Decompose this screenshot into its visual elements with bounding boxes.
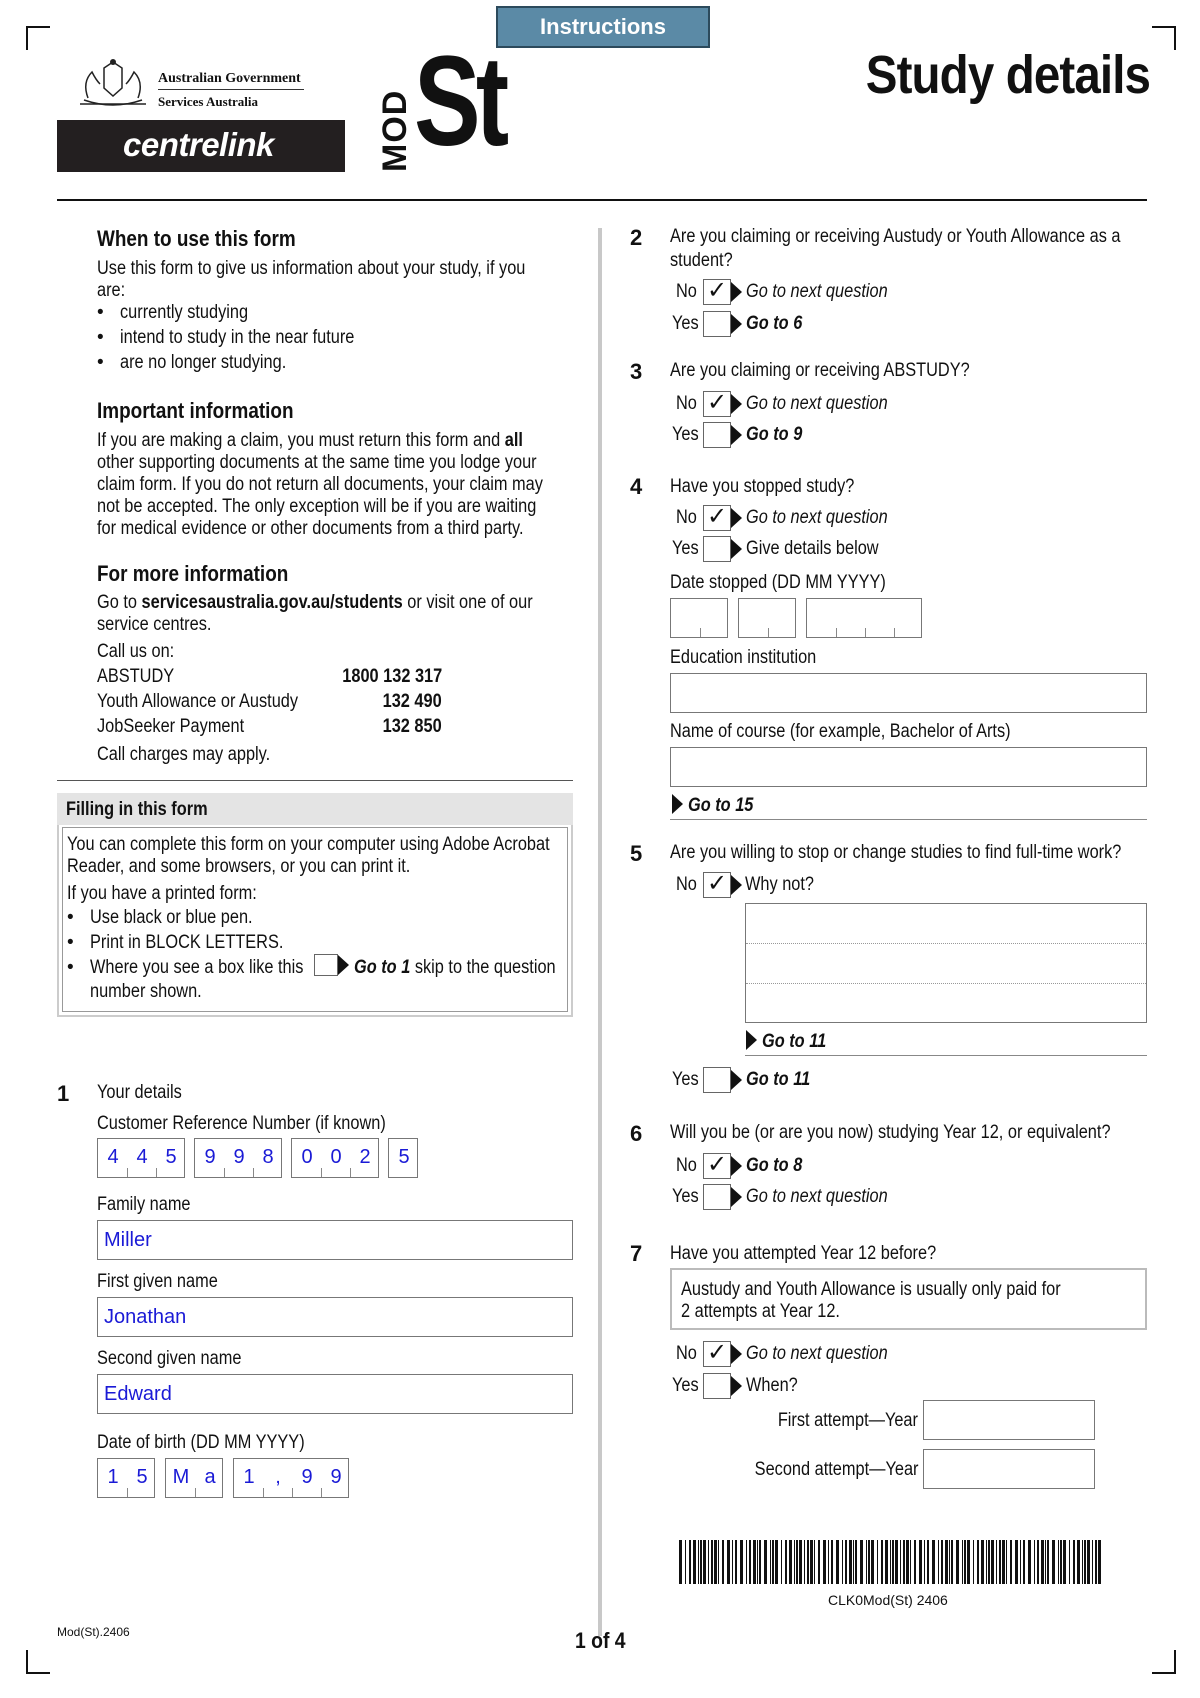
institution-label: Education institution: [670, 647, 817, 668]
q3-no-label: No: [676, 393, 697, 414]
dob-day-input[interactable]: 1 5: [97, 1458, 155, 1498]
barcode-bar: [866, 1540, 867, 1584]
gov-divider: [158, 89, 304, 90]
phone-number-abstudy: 1800 132 317: [342, 666, 442, 687]
important-line-2: other supporting documents at the same time you lodge your: [97, 452, 537, 473]
q6-no-checkbox[interactable]: ✓: [703, 1153, 731, 1179]
instructions-button[interactable]: Instructions: [496, 6, 710, 48]
course-label: Name of course (for example, Bachelor of Arts): [670, 721, 1011, 742]
q5-goto-rule: [745, 1055, 1147, 1056]
barcode-bar: [759, 1540, 761, 1584]
barcode-bar: [845, 1540, 847, 1584]
course-input[interactable]: [670, 747, 1147, 787]
barcode-bar: [964, 1540, 966, 1584]
barcode-bar: [1052, 1540, 1055, 1584]
second-attempt-label: Second attempt—Year: [754, 1459, 918, 1480]
barcode-bar: [775, 1540, 778, 1584]
q4-yes-goto: Give details below: [746, 538, 879, 559]
barcode-bar: [703, 1540, 706, 1584]
barcode-bar: [770, 1540, 771, 1584]
barcode-bar: [1020, 1540, 1021, 1584]
page-number: 1 of 4: [575, 1628, 626, 1653]
barcode-bar: [1047, 1540, 1049, 1584]
q5-yes-checkbox[interactable]: [703, 1067, 731, 1093]
q7-text: Have you attempted Year 12 before?: [670, 1243, 937, 1264]
first-attempt-label: First attempt—Year: [777, 1410, 918, 1431]
when-item-3: are no longer studying.: [120, 352, 287, 373]
barcode-bar: [906, 1540, 909, 1584]
barcode-bar: [807, 1540, 809, 1584]
barcode-bar: [700, 1540, 702, 1584]
q5-yes-goto: Go to 11: [746, 1069, 811, 1090]
page-title: Study details: [865, 45, 1150, 105]
coat-of-arms-icon: [74, 58, 152, 110]
filling-line-3: If you have a printed form:: [67, 883, 257, 904]
important-line-3: claim form. If you do not return all documents, your claim may: [97, 474, 543, 495]
barcode-bar: [1006, 1540, 1007, 1584]
barcode-bar: [698, 1540, 699, 1584]
institution-input[interactable]: [670, 673, 1147, 713]
goto-arrow-icon: [731, 1187, 742, 1207]
filling-heading: Filling in this form: [66, 799, 208, 820]
barcode-bar: [685, 1540, 686, 1584]
dob-label: Date of birth (DD MM YYYY): [97, 1432, 305, 1453]
barcode-bar: [991, 1540, 994, 1584]
crn-input-group-4[interactable]: 5: [388, 1138, 418, 1178]
bullet: •: [67, 907, 74, 928]
filling-line-1: You can complete this form on your computer using Adobe Acrobat: [67, 834, 550, 855]
q5-yes-label: Yes: [672, 1069, 699, 1090]
crn-input-group-1[interactable]: 4 4 5: [97, 1138, 185, 1178]
date-stopped-label: Date stopped (DD MM YYYY): [670, 572, 886, 593]
barcode-bar: [804, 1540, 805, 1584]
barcode-bar: [757, 1540, 758, 1584]
goto-arrow-icon: [731, 1376, 742, 1396]
barcode-bar: [986, 1540, 987, 1584]
barcode-bar: [749, 1540, 751, 1584]
q7-note-line-2: 2 attempts at Year 12.: [681, 1301, 840, 1322]
goto-arrow-icon: [731, 282, 742, 302]
crop-mark-top-right: [1152, 26, 1176, 50]
bullet: •: [97, 302, 104, 323]
goto-arrow-icon: [731, 1156, 742, 1176]
q3-yes-label: Yes: [672, 424, 699, 445]
barcode-bar: [799, 1540, 802, 1584]
q6-yes-goto: Go to next question: [746, 1186, 888, 1207]
barcode: [679, 1540, 1101, 1584]
question-number-7: 7: [630, 1241, 643, 1266]
centrelink-brand-text: centrelink: [123, 126, 274, 163]
barcode-bar: [740, 1540, 743, 1584]
crn-input-group-2[interactable]: 9 9 8: [194, 1138, 282, 1178]
second-given-name-input[interactable]: Edward: [97, 1374, 573, 1414]
barcode-bar: [722, 1540, 724, 1584]
barcode-bar: [746, 1540, 747, 1584]
q2-yes-checkbox[interactable]: [703, 311, 731, 337]
question-number-1: 1: [57, 1081, 70, 1106]
barcode-bar: [781, 1540, 782, 1584]
goto-arrow-icon: [731, 394, 742, 414]
barcode-bar: [1060, 1540, 1062, 1584]
barcode-bar: [890, 1540, 891, 1584]
important-line-5: for medical evidence or other documents from a third party.: [97, 518, 524, 539]
q3-no-checkbox[interactable]: ✓: [703, 391, 731, 417]
why-not-textarea[interactable]: [745, 903, 1147, 1023]
barcode-bar: [1041, 1540, 1044, 1584]
barcode-bar: [910, 1540, 911, 1584]
when-text-2: are:: [97, 280, 126, 301]
barcode-bar: [967, 1540, 970, 1584]
q3-text: Are you claiming or receiving ABSTUDY?: [670, 360, 970, 381]
mod-code: St: [414, 30, 505, 173]
q4-text: Have you stopped study?: [670, 476, 855, 497]
more-info-heading: For more information: [97, 561, 289, 586]
barcode-bar: [1023, 1540, 1025, 1584]
barcode-bar: [772, 1540, 774, 1584]
goto-arrow-icon: [731, 1344, 742, 1364]
q7-no-goto: Go to next question: [746, 1343, 888, 1364]
filling-item-3-goto: Go to 1 skip to the question: [354, 957, 556, 978]
barcode-bar: [892, 1540, 894, 1584]
date-stopped-day-input[interactable]: [670, 598, 728, 638]
barcode-bar: [1037, 1540, 1039, 1584]
barcode-bar: [711, 1540, 713, 1584]
barcode-bar: [871, 1540, 874, 1584]
crop-mark-bottom-right: [1152, 1650, 1176, 1674]
question-number-2: 2: [630, 225, 643, 250]
barcode-bar: [927, 1540, 929, 1584]
goto-arrow-icon: [672, 794, 683, 814]
barcode-bar: [732, 1540, 733, 1584]
barcode-bar: [855, 1540, 857, 1584]
q6-yes-label: Yes: [672, 1186, 699, 1207]
q7-note-line-1: Austudy and Youth Allowance is usually only paid for: [681, 1279, 1061, 1300]
call-us-label: Call us on:: [97, 641, 175, 662]
bullet: •: [97, 327, 104, 348]
gov-line-2: Services Australia: [158, 94, 259, 109]
more-info-line-1: Go to servicesaustralia.gov.au/students or visit one of our: [97, 592, 533, 613]
barcode-bar: [1092, 1540, 1093, 1584]
phone-number-youth: 132 490: [382, 691, 442, 712]
section-rule: [57, 780, 573, 781]
q2-text-1: Are you claiming or receiving Austudy or Youth Allowance as a: [670, 226, 1121, 247]
q2-no-label: No: [676, 281, 697, 302]
barcode-bar: [895, 1540, 898, 1584]
barcode-bar: [1073, 1540, 1075, 1584]
q7-no-checkbox[interactable]: ✓: [703, 1341, 731, 1367]
call-charges: Call charges may apply.: [97, 744, 271, 765]
family-name-label: Family name: [97, 1194, 191, 1215]
crop-mark-bottom-left: [26, 1650, 50, 1674]
q4-no-checkbox[interactable]: ✓: [703, 505, 731, 531]
barcode-bar: [945, 1540, 948, 1584]
barcode-bar: [999, 1540, 1001, 1584]
barcode-bar: [794, 1540, 795, 1584]
barcode-bar: [823, 1540, 826, 1584]
barcode-bar: [1058, 1540, 1059, 1584]
first-given-name-input[interactable]: Jonathan: [97, 1297, 573, 1337]
q5-text: Are you willing to stop or change studies to find full-time work?: [670, 842, 1122, 863]
barcode-bar: [900, 1540, 901, 1584]
barcode-bar: [996, 1540, 997, 1584]
important-line-1: If you are making a claim, you must return this form and all: [97, 430, 523, 451]
barcode-bar: [877, 1540, 878, 1584]
question-number-4: 4: [630, 474, 643, 499]
barcode-bar: [973, 1540, 974, 1584]
q7-yes-checkbox[interactable]: [703, 1373, 731, 1399]
barcode-bar: [1098, 1540, 1101, 1584]
barcode-bar: [977, 1540, 979, 1584]
barcode-bar: [962, 1540, 963, 1584]
q6-no-goto: Go to 8: [746, 1155, 803, 1176]
crn-input-group-3[interactable]: 0 0 2: [291, 1138, 379, 1178]
barcode-bar: [988, 1540, 990, 1584]
q3-yes-goto: Go to 9: [746, 424, 803, 445]
when-item-1: currently studying: [120, 302, 249, 323]
q2-text-2: student?: [670, 250, 733, 271]
date-stopped-year-input[interactable]: [806, 598, 922, 638]
barcode-bar: [789, 1540, 792, 1584]
q6-yes-checkbox[interactable]: [703, 1184, 731, 1210]
important-line-4: not be accepted. The only exception will be if you are waiting: [97, 496, 537, 517]
crop-mark-top-left: [26, 26, 50, 50]
goto-arrow-icon: [731, 508, 742, 528]
q5-no-goto: Why not?: [745, 874, 815, 895]
barcode-bar: [735, 1540, 737, 1584]
more-info-line-2: service centres.: [97, 614, 212, 635]
goto-arrow-icon: [731, 875, 742, 895]
date-stopped-month-input[interactable]: [738, 598, 796, 638]
barcode-bar: [727, 1540, 730, 1584]
barcode-bar: [956, 1540, 959, 1584]
barcode-bar: [836, 1540, 839, 1584]
bullet: •: [97, 352, 104, 373]
q5-no-label: No: [676, 874, 697, 895]
barcode-bar: [796, 1540, 798, 1584]
q7-yes-label: Yes: [672, 1375, 699, 1396]
barcode-bar: [941, 1540, 943, 1584]
family-name-input[interactable]: Miller: [97, 1220, 573, 1260]
goto-arrow-icon: [731, 1070, 742, 1090]
filling-item-2: Print in BLOCK LETTERS.: [90, 932, 284, 953]
barcode-bar: [1028, 1540, 1031, 1584]
barcode-bar: [849, 1540, 852, 1584]
phone-label-abstudy: ABSTUDY: [97, 666, 175, 687]
filling-item-3: Where you see a box like this: [90, 957, 304, 978]
first-attempt-year-input[interactable]: [923, 1400, 1095, 1440]
form-code: Mod(St).2406: [57, 1625, 130, 1639]
barcode-bar: [714, 1540, 717, 1584]
bullet: •: [67, 932, 74, 953]
important-heading: Important information: [97, 398, 294, 423]
barcode-bar: [932, 1540, 935, 1584]
barcode-bar: [914, 1540, 916, 1584]
q2-yes-goto: Go to 6: [746, 313, 803, 334]
barcode-bar: [764, 1540, 767, 1584]
goto-arrow-icon: [746, 1030, 757, 1050]
q3-yes-checkbox[interactable]: [703, 422, 731, 448]
q4-no-goto: Go to next question: [746, 507, 888, 528]
when-heading: When to use this form: [97, 226, 296, 251]
mod-label: MOD: [376, 89, 414, 172]
barcode-bar: [951, 1540, 953, 1584]
barcode-bar: [718, 1540, 719, 1584]
barcode-text: CLK0Mod(St) 2406: [828, 1592, 948, 1608]
q6-text: Will you be (or are you now) studying Year 12, or equivalent?: [670, 1122, 1111, 1143]
phone-number-jobseeker: 132 850: [382, 716, 442, 737]
q1-label: Your details: [97, 1082, 182, 1103]
first-given-name-label: First given name: [97, 1271, 218, 1292]
question-number-6: 6: [630, 1121, 643, 1146]
barcode-bar: [814, 1540, 815, 1584]
barcode-bar: [689, 1540, 691, 1584]
goto-arrow-icon: [731, 539, 742, 559]
barcode-bar: [903, 1540, 905, 1584]
barcode-bar: [818, 1540, 820, 1584]
barcode-bar: [885, 1540, 888, 1584]
barcode-bar: [1087, 1540, 1090, 1584]
barcode-bar: [831, 1540, 833, 1584]
q4-goto-rule: [670, 819, 1147, 820]
barcode-bar: [1010, 1540, 1012, 1584]
filling-item-1: Use black or blue pen.: [90, 907, 253, 928]
q7-yes-goto: When?: [746, 1375, 798, 1396]
goto-arrow-icon: [731, 314, 742, 334]
question-number-3: 3: [630, 359, 643, 384]
q5-no-goto-2: Go to 11: [762, 1031, 827, 1052]
filling-item-3-cont: number shown.: [90, 981, 202, 1002]
barcode-bar: [810, 1540, 813, 1584]
q2-yes-label: Yes: [672, 313, 699, 334]
q2-no-goto: Go to next question: [746, 281, 888, 302]
barcode-bar: [1045, 1540, 1046, 1584]
barcode-bar: [919, 1540, 922, 1584]
barcode-bar: [842, 1540, 843, 1584]
barcode-bar: [1077, 1540, 1080, 1584]
students-link[interactable]: servicesaustralia.gov.au/students: [141, 592, 403, 613]
barcode-bar: [753, 1540, 756, 1584]
barcode-bar: [1084, 1540, 1086, 1584]
q2-no-checkbox[interactable]: ✓: [703, 279, 731, 305]
dob-year-input[interactable]: 1 , 9 9: [233, 1458, 349, 1498]
barcode-bar: [679, 1540, 682, 1584]
barcode-bar: [785, 1540, 787, 1584]
barcode-bar: [868, 1540, 870, 1584]
second-given-name-label: Second given name: [97, 1348, 242, 1369]
goto-arrow-icon: [731, 425, 742, 445]
phone-label-youth: Youth Allowance or Austudy: [97, 691, 299, 712]
barcode-bar: [1002, 1540, 1005, 1584]
phone-label-jobseeker: JobSeeker Payment: [97, 716, 245, 737]
barcode-bar: [981, 1540, 984, 1584]
barcode-bar: [1069, 1540, 1070, 1584]
when-text-1: Use this form to give us information about your study, if you: [97, 258, 526, 279]
dob-month-input[interactable]: M a: [165, 1458, 223, 1498]
example-checkbox: [314, 954, 338, 976]
column-divider: [598, 228, 602, 1636]
barcode-bar: [828, 1540, 829, 1584]
barcode-bar: [1063, 1540, 1066, 1584]
crn-label: Customer Reference Number (if known): [97, 1113, 386, 1134]
barcode-bar: [938, 1540, 939, 1584]
when-item-2: intend to study in the near future: [120, 327, 355, 348]
q5-no-checkbox[interactable]: ✓: [703, 872, 731, 898]
barcode-bar: [693, 1540, 696, 1584]
barcode-bar: [708, 1540, 709, 1584]
question-number-5: 5: [630, 841, 643, 866]
barcode-bar: [1015, 1540, 1018, 1584]
q4-yes-label: Yes: [672, 538, 699, 559]
q6-no-label: No: [676, 1155, 697, 1176]
second-attempt-year-input[interactable]: [923, 1449, 1095, 1489]
gov-line-1: Australian Government: [158, 71, 301, 86]
q4-yes-checkbox[interactable]: [703, 536, 731, 562]
q7-no-label: No: [676, 1343, 697, 1364]
q4-goto: Go to 15: [688, 795, 754, 816]
barcode-bar: [1095, 1540, 1097, 1584]
bullet: •: [67, 957, 74, 978]
q3-no-goto: Go to next question: [746, 393, 888, 414]
header-rule: [57, 199, 1147, 201]
barcode-bar: [949, 1540, 950, 1584]
barcode-bar: [881, 1540, 883, 1584]
goto-arrow-icon: [338, 955, 349, 975]
barcode-bar: [860, 1540, 863, 1584]
barcode-bar: [1082, 1540, 1083, 1584]
q4-no-label: No: [676, 507, 697, 528]
barcode-bar: [924, 1540, 925, 1584]
barcode-bar: [1034, 1540, 1035, 1584]
barcode-bar: [853, 1540, 854, 1584]
filling-line-2: Reader, and some browsers, or you can print it.: [67, 856, 411, 877]
